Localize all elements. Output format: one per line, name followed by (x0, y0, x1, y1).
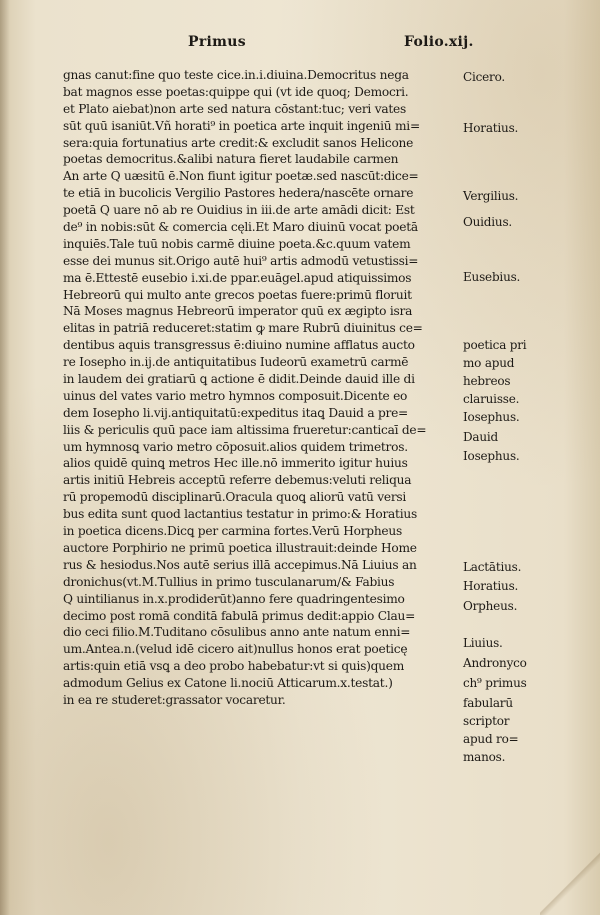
margin-note: manos. (463, 750, 506, 764)
text-line: An arte Q uæsitū ē.Non fiunt igitur poetæ.sed nascūt:dice= (63, 169, 419, 184)
margin-note: fabularū (463, 696, 513, 710)
text-line: liis & periculis quū pace iam altissima frueretur:canticaī de= (63, 422, 427, 437)
margin-note: Eusebius. (463, 270, 521, 284)
text-line: dronichus(vt.M.Tullius in primo tusculanarum/& Fabius (63, 574, 395, 589)
text-line: artis initiū Hebreis acceptū referre debemus:veluti reliqua (63, 473, 412, 488)
margin-note: Cicero. (463, 70, 506, 84)
running-header: Primus (188, 34, 246, 50)
text-line: elitas in patriā reduceret:statim ꝙ mare Rubrū diuinitus ce= (63, 321, 423, 336)
text-line: um hymnosꝗ vario metro cōposuit.alios quidem trimetros. (63, 439, 408, 454)
text-line: poetas democritus.&alibi natura fieret laudabile carmen (63, 152, 399, 167)
text-line: et Plato aiebat)non arte sed natura cōstant:tuc; veri vates (63, 101, 406, 116)
text-line: sūt quū isaniūt.Vñ horati⁹ in poetica arte inquit ingeniū mi= (63, 118, 420, 133)
margin-note: Lactātius. (463, 560, 522, 574)
margin-note: Iosephus. (463, 449, 520, 463)
text-line: sera:quia fortunatius arte credit:& excludit sanos Helicone (63, 135, 414, 150)
main-text-block (63, 67, 463, 709)
text-line: bat magnos esse poetas:quippe qui (vt ide quoq; Democri. (63, 84, 409, 99)
margin-notes (463, 0, 600, 915)
margin-note: Iosephus. (463, 410, 520, 424)
margin-note: Liuius. (463, 636, 503, 650)
text-line: poetā Q uare nō ab re Ouidius in iii.de arte amādi dicit: Est (63, 203, 415, 218)
margin-note: Ouidius. (463, 215, 513, 229)
text-line: uinus del vates vario metro hymnos composuit.Dicente eo (63, 388, 408, 403)
margin-note: apud ro= (463, 732, 519, 746)
text-line: dem Iosepho li.vij.antiquitatū:expeditus itaꝗ Dauid a pre= (63, 405, 409, 420)
margin-note: Horatius. (463, 121, 519, 135)
text-line: in ea re studeret:grassator vocaretur. (63, 692, 286, 707)
text-line: in laudem dei gratiarū ꝗ actione ē didit.Deinde dauid ille di (63, 372, 415, 387)
margin-note: hebreos (463, 374, 511, 388)
margin-note: Orpheus. (463, 599, 518, 613)
folio-number: Folio.xij. (404, 34, 474, 50)
text-line: esse dei munus sit.Origo autē hui⁹ artis admodū vetustissi= (63, 253, 419, 268)
text-line: rus & hesiodus.Nos autē serius illā accepimus.Nā Liuius an (63, 557, 417, 572)
margin-note: claruisse. (463, 392, 520, 406)
margin-note: Vergilius. (463, 189, 519, 203)
margin-note: Horatius. (463, 579, 519, 593)
margin-note: Dauid (463, 430, 499, 444)
text-line: dentibus aquis transgressus ē:diuino numine afflatus aucto (63, 338, 415, 353)
gutter-shadow (0, 0, 10, 915)
margin-note: scriptor (463, 714, 510, 728)
text-line: re Iosepho in.ij.de antiquitatibus Iudeorū exametrū carmē (63, 355, 409, 370)
text-line: admodum Gelius ex Catone li.nociū Atticarum.x.testat.) (63, 676, 393, 691)
text-line: decimo post romā conditā fabulā primus dedit:appio Clau= (63, 608, 416, 623)
text-line: artis:quin etiā vsꝗ a deo probo habebatur:vt si quis)quem (63, 659, 405, 674)
text-line: Q uintilianus in.x.prodiderūt)anno fere quadringentesimo (63, 591, 405, 606)
text-line: te etiā in bucolicis Vergilio Pastores hedera/nascēte ornare (63, 186, 414, 201)
text-line: rū propemodū disciplinarū.Oracula quoꝗ aliorū vatū versi (63, 490, 407, 505)
text-line: gnas canut:fine quo teste cice.in.i.diuina.Democritus nega (63, 68, 409, 82)
text-line: alios quidē quinꝗ metros Hec ille.nō immerito igitur huius (63, 456, 408, 471)
text-line: auctore Porphirio ne primū poetica illustrauit:deinde Home (63, 540, 417, 555)
text-line: dio ceci filio.M.Tuditano cōsulibus anno ante natum enni= (63, 625, 411, 640)
text-line: inquiēs.Tale tuū nobis carmē diuine poeta.&c.quum vatem (63, 236, 411, 251)
text-line: de⁹ in nobis:sūt & comercia cęli.Et Maro diuinū vocat poetā (63, 220, 418, 235)
text-line: Nā Moses magnus Hebreorū imperator quū ex ægipto isra (63, 304, 413, 319)
margin-note: mo apud (463, 356, 515, 370)
text-line: Hebreorū qui multo ante grecos poetas fuere:primū floruit (63, 287, 412, 302)
text-line: ma ē.Ettestē eusebio i.xi.de ppar.euāgel.apud atiquissimos (63, 270, 412, 285)
text-line: um.Antea.n.(velud idē cicero ait)nullus honos erat poeticę (63, 642, 408, 657)
text-line: in poetica dicens.Dicꝗ per carmina fortes.Verū Horpheus (63, 524, 402, 539)
margin-note: ch⁹ primus (463, 676, 527, 690)
text-line: bus edita sunt quod lactantius testatur in primo:& Horatius (63, 507, 417, 522)
margin-note: poetica pri (463, 338, 527, 352)
margin-note: Andronyco (463, 656, 527, 670)
